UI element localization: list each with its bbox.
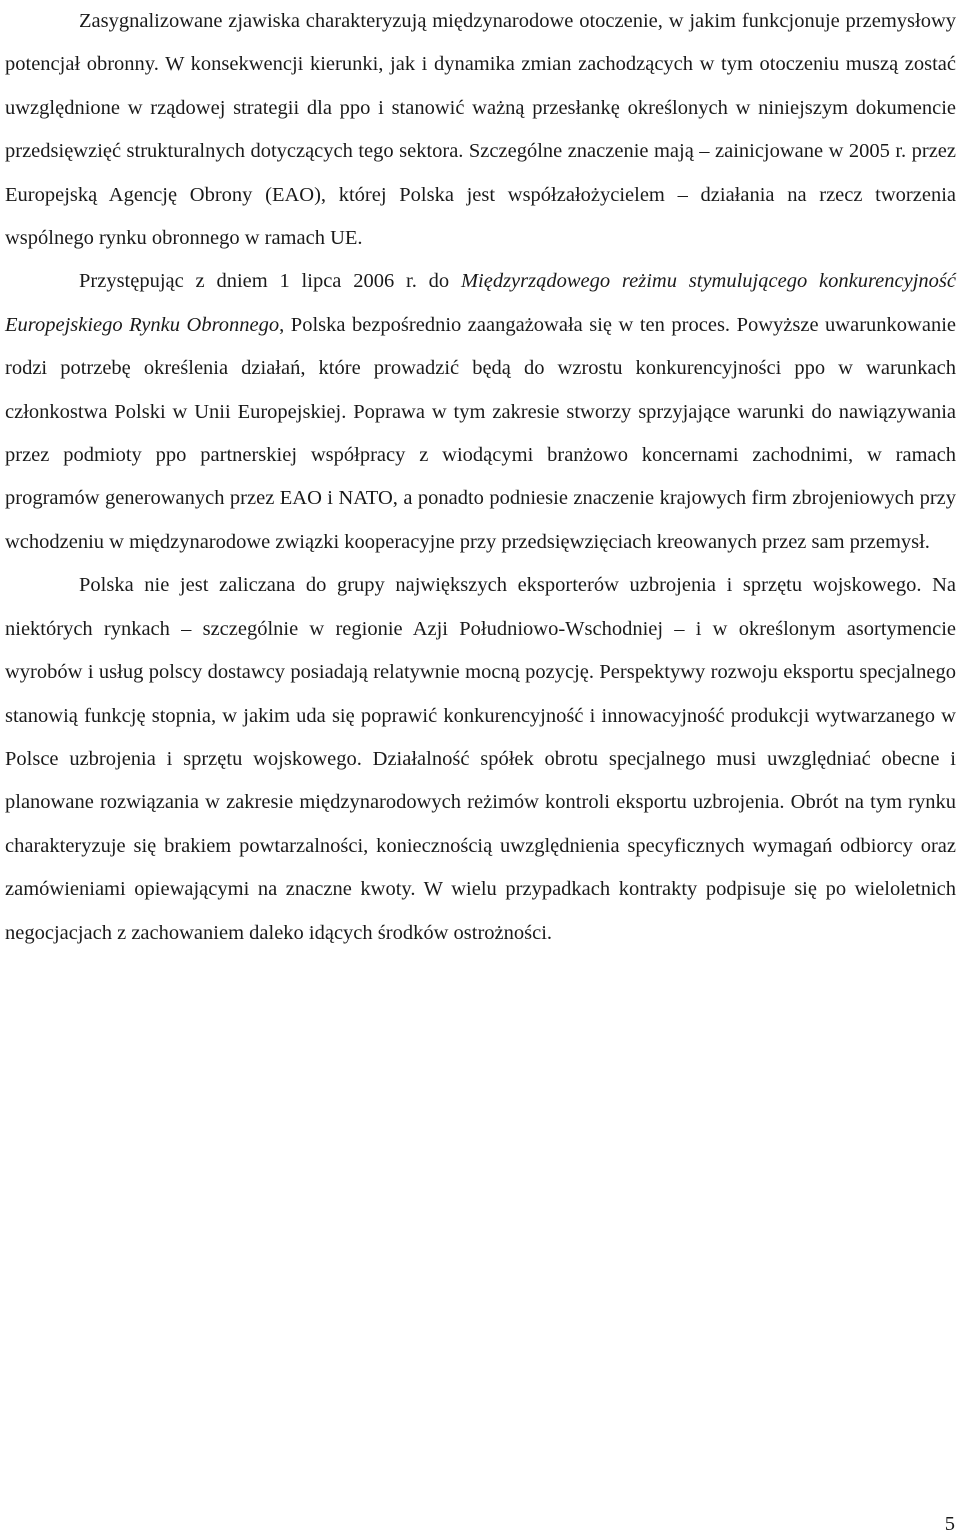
- paragraph-1: [5, 0, 956, 260]
- paragraph-1-text: Zasygnalizowane zjawiska charakteryzują międzynarodowe otoczenie, w jakim funkcjonuje przemysłowy potencjał obronny. W konsekwencji kierunki, jak i dynamika zmian zachodzących w tym otoczeniu muszą zostać uwzględnione w rządowej strategii dla ppo i stanowić ważną przesłankę określonych w niniejszym dokumencie przedsięwzięć strukturalnych dotyczących tego sektora. Szczególne znaczenie mają – zainicjowane w 2005 r. przez Europejską Agencję Obrony (EAO), której Polska jest współzałożycielem – działania na rzecz tworzenia wspólnego rynku obronnego w ramach UE.: [5, 10, 956, 250]
- paragraph-3-text: Polska nie jest zaliczana do grupy największych eksporterów uzbrojenia i sprzętu wojskowego. Na niektórych rynkach – szczególnie w regionie Azji Południowo-Wschodniej – i w określonym asortymencie wyrobów i usług polscy dostawcy posiadają relatywnie mocną pozycję. Perspektywy rozwoju eksportu specjalnego stanowią funkcję stopnia, w jakim uda się poprawić konkurencyjność i innowacyjność produkcji wytwarzanego w Polsce uzbrojenia i sprzętu wojskowego. Działalność spółek obrotu specjalnego musi uwzględniać obecne i planowane rozwiązania w zakresie międzynarodowych reżimów kontroli eksportu uzbrojenia. Obrót na tym rynku charakteryzuje się brakiem powtarzalności, koniecznością uwzględnienia specyficznych wymagań odbiorcy oraz zamówieniami opiewającymi na znaczne kwoty. W wielu przypadkach kontrakty podpisuje się po wieloletnich negocjacjach z zachowaniem daleko idących środków ostrożności.: [5, 574, 956, 944]
- body-text: [5, 0, 956, 955]
- paragraph-2-text-start: Przystępując z dniem 1 lipca 2006 r. do: [79, 270, 461, 293]
- paragraph-2: [5, 260, 956, 564]
- paragraph-3: [5, 564, 956, 955]
- page-number: 5: [944, 1513, 955, 1535]
- paragraph-2-italic-title: Międzyrządowego reżimu stymulującego konkurencyjność Europejskiego Rynku Obronnego: [5, 270, 956, 336]
- paragraph-2-text-end: , Polska bezpośrednio zaangażowała się w ten proces. Powyższe uwarunkowanie rodzi potrzebę określenia działań, które prowadzić będą do wzrostu konkurencyjności ppo w warunkach członkostwa Polski w Unii Europejskiej. Poprawa w tym zakresie stworzy sprzyjające warunki do nawiązywania przez podmioty ppo partnerskiej współpracy z wiodącymi branżowo koncernami zachodnimi, w ramach programów generowanych przez EAO i NATO, a ponadto podniesie znaczenie krajowych firm zbrojeniowych przy wchodzeniu w międzynarodowe związki kooperacyjne przy przedsięwzięciach kreowanych przez sam przemysł.: [5, 313, 956, 553]
